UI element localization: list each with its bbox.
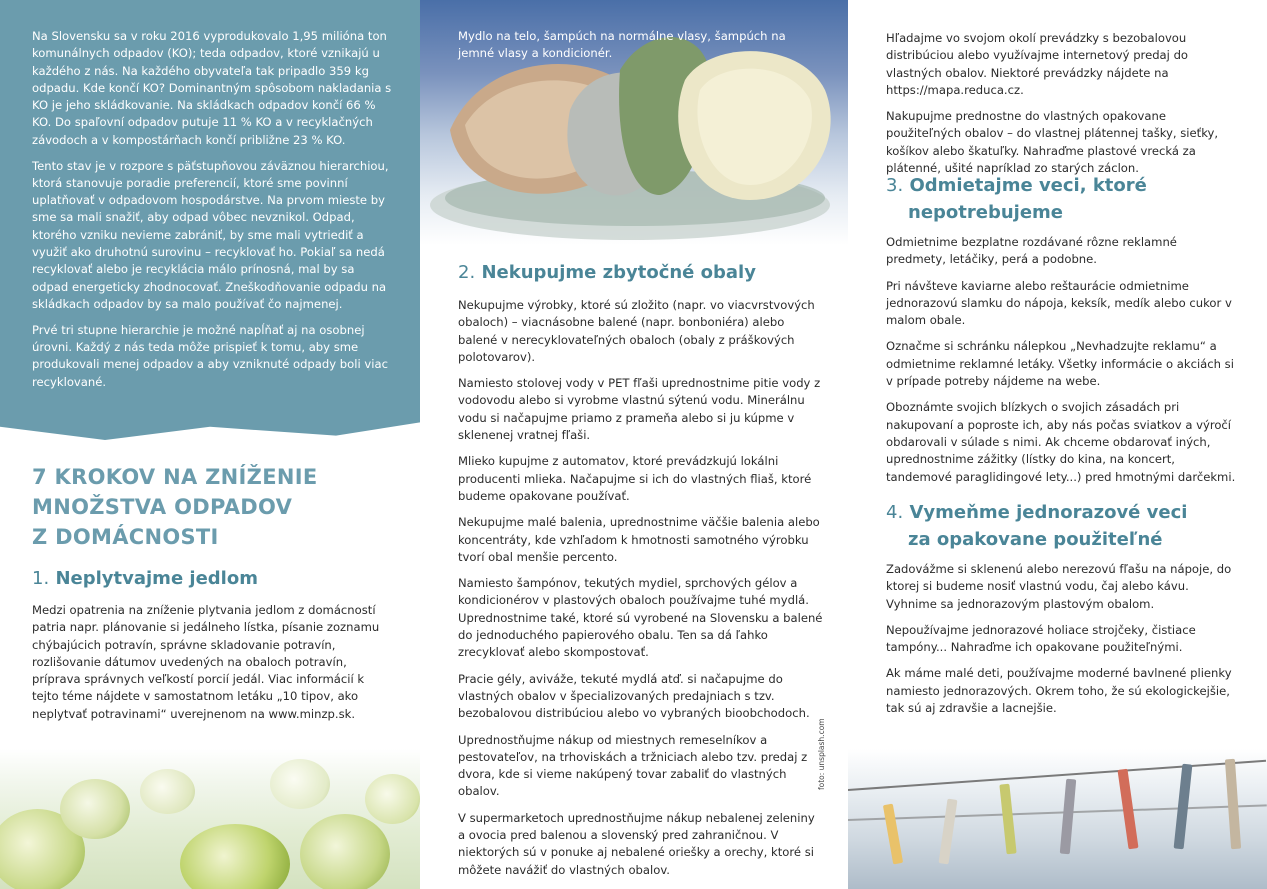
section-title: Nekupujme zbytočné obaly [481,262,756,283]
section-1-heading [32,568,258,589]
column-middle [420,0,848,889]
title-line-2: MNOŽSTVA ODPADOV [32,495,293,519]
section-number: 4. [886,502,904,523]
body-paragraph: Zadovážme si sklenenú alebo nerezovú fľašu na nápoje, do ktorej si budeme nosiť vlastnú vodu, čaj alebo kávu. Vyhnime sa jednorazovým plastovým obalom. [886,562,1232,611]
body-paragraph: Nepoužívajme jednorazové holiace strojčeky, čistiace tampóny... Nahraďme ich opakovane použiteľnými. [886,622,1196,655]
body-paragraph: Pri návšteve kaviarne alebo reštaurácie odmietnime jednorazovú slamku do nápoja, keksík, medík alebo cukor v malom obale. [886,278,1232,328]
section-1-body [32,602,392,732]
intro-text [32,28,392,399]
section-number: 1. [32,568,50,589]
body-paragraph: Namiesto stolovej vody v PET fľaši uprednostnime pitie vody z vodovodu alebo si vyrobme vlastnú sýtenú vodu. Minerálnu vodu si načapujme priamo z prameňa alebo si ju kúpme v sklenenej vratnej fľaši. [458,376,821,443]
cauliflower-photo [0,749,420,889]
section-number: 3. [886,175,904,196]
section-title-line-2: za opakovane použiteľné [908,529,1163,550]
soap-photo [420,0,848,245]
clothespin-photo [848,749,1267,889]
photo-caption: Mydlo na telo, šampúch na normálne vlasy, šampúch na jemné vlasy a kondicionér. [458,29,786,60]
section-title: Vymeňme jednorazové veci [909,502,1188,523]
column-right [848,0,1267,889]
body-paragraph: Uprednostňujme nákup od miestnych remeselníkov a pestovateľov, na trhoviskách a tržniciach alebo tzv. predaj z dvora, kde si vieme nakúpený tovar zabaliť do vlastných obalov. [458,732,808,799]
body-paragraph: Ak máme malé deti, používajme moderné bavlnené plienky namiesto jednorazových. Okrem toho, že sú ekologickejšie, tak sú aj zdravšie a lacnejšie. [886,666,1232,716]
title-bold: 7 KROKOV [32,465,156,489]
section-title: Odmietajme veci, ktoré [909,175,1147,196]
section-4-heading [886,499,1236,553]
section-number: 2. [458,262,476,283]
body-paragraph: Nekupujme malé balenia, uprednostnime väčšie balenia alebo koncentráty, kde vzhľadom k hmotnosti samotného výrobku tvorí obal menšie percento. [458,515,820,564]
body-paragraph: V supermarketoch uprednostňujme nákup nebalenej zeleniny a ovocia pred balenou a slovenský pred zahraničnou. V niektorých sú v ponuke aj nebalené oriešky a orechy, ktoré si môžete navážiť do vlastných obalov. [458,810,815,877]
section-2-continued [886,30,1236,186]
intro-paragraph: Prvé tri stupne hierarchie je možné napĺňať aj na osobnej úrovni. Každý z nás teda môže prispieť k tomu, aby sme produkovali menej odpadov a aby vzniknuté odpady boli viac recyklované. [32,322,388,389]
body-paragraph: Hľadajme vo svojom okolí prevádzky s bezobalovou distribúciou alebo využívajme internetový predaj do vlastných obalov. Niektoré prevádzky nájdete na https://mapa.reduca.cz. [886,31,1189,97]
section-3-heading [886,172,1236,226]
body-paragraph: Pracie gély, aviváže, tekuté mydlá atď. si načapujme do vlastných obalov v špecializovaných predajniach s tzv. bezobalovou distribúciou alebo vo vybraných bioobchodoch. [458,671,810,721]
photo-credit: foto: unsplash.com [817,718,826,790]
body-paragraph: Nakupujme prednostne do vlastných opakovane použiteľných obalov – do vlastnej plátennej tašky, sieťky, košíkov alebo škatuľky. Nahraďme plastové vrecká za plátenné, ušité napríklad zo starých záclon. [886,109,1219,176]
section-4-body [886,561,1236,726]
body-paragraph: Odmietnime bezplatne rozdávané rôzne reklamné predmety, letáčiky, perá a podobne. [886,235,1177,267]
section-title-line-2: nepotrebujeme [908,202,1064,223]
body-paragraph: Oboznámte svojich blízkych o svojich zásadách pri nakupovaní a poproste ich, aby nás počas sviatkov a výročí obdarovali v súlade s nimi. Ak chceme obdarovať iných, uprednostnime zážitky (lístky do kina, na koncert, tandemové paraglidingové lety...) pred hmotnými darčekmi. [886,400,1236,484]
body-paragraph: Namiesto šampónov, tekutých mydiel, sprchových gélov a kondicionérov v plastových obaloch používajme tuhé mydlá. Uprednostnime také, ktoré sú vyrobené na Slovensku a balené do jednoduchého papierového obalu. Ten sa dá ľahko zrecyklovať alebo skompostovať. [458,576,823,660]
section-2-body [458,297,823,888]
intro-paragraph: Tento stav je v rozpore s päťstupňovou záväznou hierarchiou, ktorá stanovuje poradie preferencií, ktoré sme povinní uplatňovať v odpadovom hospodárstve. Na prvom mieste by sme sa mali snažiť, aby odpad vôbec nevznikol. Odpad, ktorého vzniku nevieme zabrániť, by sme mali vytriediť a využiť ako druhotnú surovinu – recyklovať ho. Pokiaľ sa nedá recyklovať alebo je recyklácia málo prínosná, mal by sa odpad energeticky zhodnocovať. Zneškodňovanie odpadu na skládkach odpadov by sa malo používať čo najmenej. [32,158,389,311]
section-3-body [886,234,1236,495]
title-line-3: Z DOMÁCNOSTI [32,525,219,549]
title-rest: NA ZNÍŽENIE [155,465,318,489]
section-2-heading [458,262,756,283]
intro-paragraph: Na Slovensku sa v roku 2016 vyprodukovalo 1,95 milióna ton komunálnych odpadov (KO); teda odpadov, ktoré vznikajú u každého z nás. Na každého obyvateľa tak pripadlo 359 kg odpadu. Kde končí KO? Dominantným spôsobom nakladania s KO je jeho skládkovanie. Na skládkach odpadov končí 66 % KO. Do spaľovní odpadov putuje 11 % KO a v recyklačných závodoch a v kompostárňach končí približne 23 % KO. [32,29,392,147]
body-paragraph: Označme si schránku nálepkou „Nevhadzujte reklamu“ a odmietnime reklamné letáky. Všetky informácie o akciách si v prípade potreby nájdeme na webe. [886,339,1234,389]
body-paragraph: Medzi opatrenia na zníženie plytvania jedlom z domácností patria napr. plánovanie si jedálneho lístka, písanie zoznamu chýbajúcich potravín, správne skladovanie potravín, rozlišovanie dátumov uvedených na obaloch potravín, príprava správnych veľkostí porcií jedál. Viac informácií k tejto téme nájdete v samostatnom letáku „10 tipov, ako neplytvať potravinami“ uverejnenom na www.minzp.sk. [32,603,380,721]
section-title: Neplytvajme jedlom [55,568,258,589]
body-paragraph: Mlieko kupujme z automatov, ktoré prevádzkujú lokálni producenti mlieka. Načapujme si ich do vlastných fliaš, ktoré budeme opakovane používať. [458,454,812,503]
leaflet-title [32,462,317,552]
body-paragraph: Nekupujme výrobky, ktoré sú zložito (napr. vo viacvrstvových obaloch) – viacnásobne balené (napr. bonboniéra) alebo balené v nerecyklovateľných obaloch (obaly z práškových polotovarov). [458,298,815,364]
column-left [0,0,420,889]
